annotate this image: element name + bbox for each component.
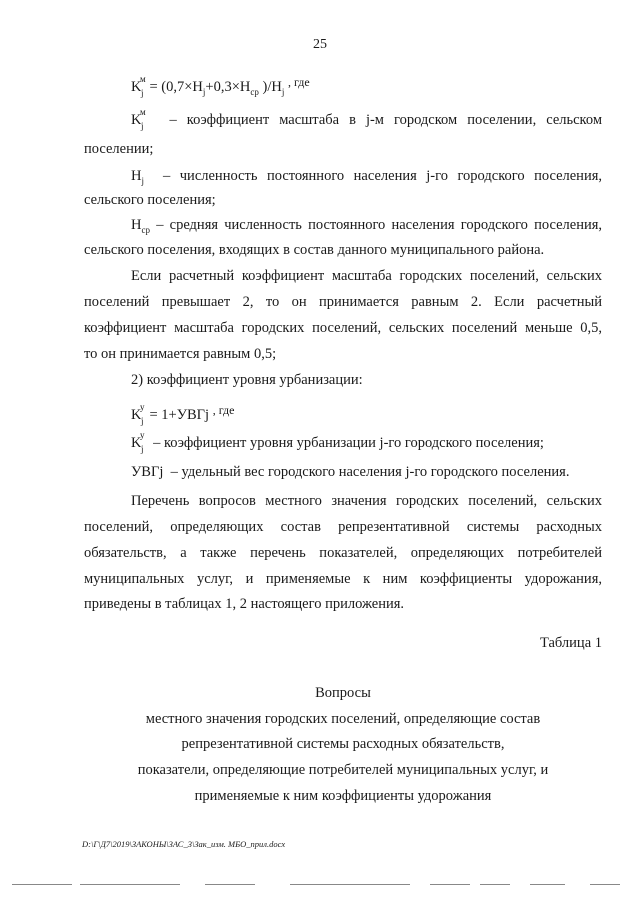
- definition-k-y: K у j – коэффициент уровня урбанизации j-го городского поселения;: [131, 430, 544, 454]
- scan-artifact-line: [480, 884, 510, 885]
- definition-hcp: $H_{ср}$ – средняя численность постоянного населения городского поселения,: [131, 217, 603, 235]
- k-y-j-symbol: K у j: [131, 430, 145, 454]
- definition-hcp-cont: сельского поселения, входящих в состав данного муниципального района.: [84, 242, 545, 258]
- definition-k-m: K м j – коэффициент масштаба в j-м городском поселении, сельском: [131, 107, 602, 131]
- paragraph-scale-line: поселений превышает 2, то он принимается равным 2. Если расчетный: [84, 294, 602, 310]
- footer-file-path: D:\Г\Д7\2019\ЗАКОНЫ\ЗАС_3\Зак_изм. МБО_прил.docx: [82, 839, 286, 849]
- paragraph-list-line: муниципальных услуг, и применяемые к ним коэффициенты удорожания,: [84, 571, 602, 587]
- k-m-j-symbol: K м j: [131, 74, 146, 98]
- paragraph-scale-line: то он принимается равным 0,5;: [84, 346, 277, 362]
- paragraph-list-line: обязательств, а также перечень показателей, определяющих потребителей: [84, 545, 602, 561]
- paragraph-list-line: приведены в таблицах 1, 2 настоящего приложения.: [84, 596, 405, 612]
- scan-artifact-line: [590, 884, 620, 885]
- definition-k-m-cont: поселении;: [84, 141, 154, 157]
- scan-artifact-line: [205, 884, 255, 885]
- paragraph-scale-line: Если расчетный коэффициент масштаба городских поселений, сельских: [131, 268, 602, 284]
- paragraph-list-line: Перечень вопросов местного значения городских поселений, сельских: [131, 493, 602, 509]
- hcp-symbol: $H_{ср}$: [131, 217, 150, 235]
- table-label: Таблица 1: [539, 635, 602, 651]
- hj-symbol: $H_j$: [131, 168, 144, 186]
- list-item-urbanization: 2) коэффициент уровня урбанизации:: [131, 372, 363, 388]
- k-m-j-symbol: K м j: [131, 107, 146, 131]
- page-number: 25: [313, 37, 327, 52]
- table-heading-title: Вопросы: [315, 685, 371, 701]
- definition-hj-cont: сельского поселения;: [84, 192, 216, 208]
- definition-hj: $H_j$ – численность постоянного населения j-го городского поселения,: [131, 168, 602, 186]
- table-heading-line: применяемые к ним коэффициенты удорожания: [194, 788, 492, 804]
- formula-scale-coefficient: K м j = ($0,7\times H_j+0,3\times H_{ср}$ )$/H_j$ $^{, где}$: [131, 74, 310, 98]
- table-heading-line: показатели, определяющие потребителей муниципальных услуг, и: [137, 762, 549, 778]
- table-heading-line: местного значения городских поселений, определяющие состав: [145, 711, 541, 727]
- scan-artifact-line: [12, 884, 72, 885]
- paragraph-list-line: поселений, определяющих состав репрезентативной системы расходных: [84, 519, 602, 535]
- scan-artifact-line: [290, 884, 410, 885]
- formula-urbanization: K у j = 1+УВГj $^{, где}$: [131, 402, 235, 426]
- scan-artifact-line: [430, 884, 470, 885]
- scan-artifact-line: [80, 884, 180, 885]
- scan-artifact-line: [530, 884, 565, 885]
- paragraph-scale-line: коэффициент масштаба городских поселений, сельских поселений меньше 0,5,: [84, 320, 602, 336]
- table-heading-line: репрезентативной системы расходных обязательств,: [181, 736, 505, 752]
- k-y-j-symbol: K у j: [131, 402, 145, 426]
- definition-uvg: УВГj – удельный вес городского населения j-го городского поселения.: [131, 464, 570, 480]
